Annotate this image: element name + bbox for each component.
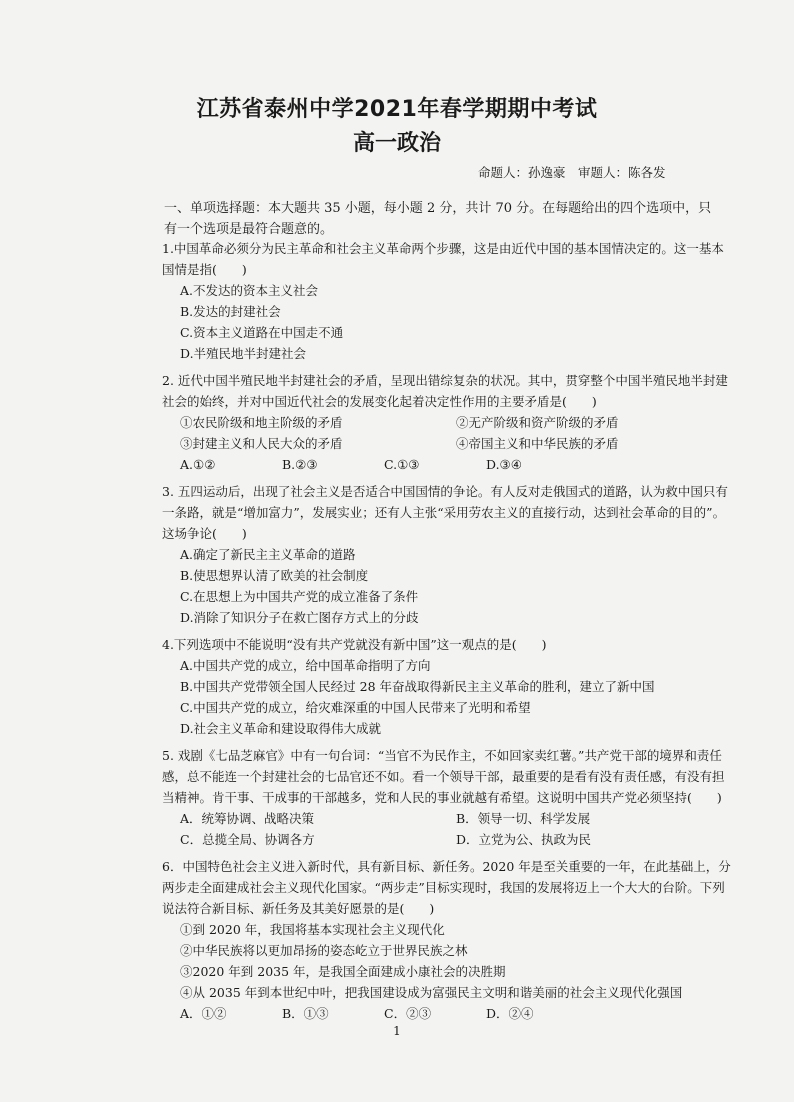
question-stem: 6．中国特色社会主义进入新时代，具有新目标、新任务。2020 年是至关重要的一年，在此基础上，分两步走全面建成社会主义现代化国家。“两步走”目标实现时，我国的发展将迈上一个大大的台阶。下列说法符合新目标、新任务及其美好愿景的是( ) <box>162 859 731 916</box>
exam-authors: 命题人：孙逸豪 审题人：陈各发 <box>478 165 666 180</box>
option-row <box>162 1003 732 1024</box>
statement-2: ②无产阶级和资产阶级的矛盾 <box>456 415 619 430</box>
exam-title: 江苏省泰州中学2021年春学期期中考试 <box>196 97 598 122</box>
option-d: D.③④ <box>486 457 522 472</box>
statement-1: ①农民阶级和地主阶级的矛盾 <box>180 415 343 430</box>
option-a: A．①② <box>180 1006 227 1021</box>
page-number: 1 <box>393 1024 401 1038</box>
option-d: D.半殖民地半封建社会 <box>180 346 307 361</box>
question-stem: 4.下列选项中不能说明“没有共产党就没有新中国”这一观点的是( ) <box>162 637 547 652</box>
question-2 <box>162 370 732 475</box>
question-stem: 1.中国革命必须分为民主革命和社会主义革命两个步骤，这是由近代中国的基本国情决定的。这一基本国情是指( ) <box>162 241 724 277</box>
option-c: C.中国共产党的成立，给灾难深重的中国人民带来了光明和希望 <box>180 700 531 715</box>
statement-4: ④帝国主义和中华民族的矛盾 <box>456 436 619 451</box>
questions-list <box>162 238 732 1030</box>
exam-subject: 高一政治 <box>352 131 441 156</box>
option-a: A.①② <box>180 457 216 472</box>
option-b: B．领导一切、科学发展 <box>456 811 591 826</box>
option-d: D．立党为公、执政为民 <box>456 832 592 847</box>
option-c: C．总揽全局、协调各方 <box>180 832 315 847</box>
option-a: A．统筹协调、战略决策 <box>180 811 315 826</box>
statement-4: ④从 2035 年到本世纪中叶，把我国建设成为富强民主文明和谐美丽的社会主义现代化强国 <box>180 985 683 1000</box>
question-3 <box>162 481 732 628</box>
option-d: D.社会主义革命和建设取得伟大成就 <box>180 721 382 736</box>
option-c: C.在思想上为中国共产党的成立准备了条件 <box>180 589 419 604</box>
option-b: B.②③ <box>282 457 318 472</box>
question-4 <box>162 634 732 739</box>
option-c: C．②③ <box>384 1006 432 1021</box>
option-c: C.①③ <box>384 457 420 472</box>
question-6 <box>162 856 732 1024</box>
option-a: A.确定了新民主主义革命的道路 <box>180 547 356 562</box>
option-row <box>162 454 732 475</box>
option-b: B.中国共产党带领全国人民经过 28 年奋战取得新民主主义革命的胜利，建立了新中国 <box>180 679 655 694</box>
option-b: B.使思想界认清了欧美的社会制度 <box>180 568 369 583</box>
option-b: B.发达的封建社会 <box>180 304 281 319</box>
option-b: B．①③ <box>282 1006 329 1021</box>
statement-2: ②中华民族将以更加昂扬的姿态屹立于世界民族之林 <box>180 943 468 958</box>
option-grid <box>162 808 732 850</box>
statement-1: ①到 2020 年，我国将基本实现社会主义现代化 <box>180 922 445 937</box>
question-stem: 3. 五四运动后，出现了社会主义是否适合中国国情的争论。有人反对走俄国式的道路，认为救中国只有一条路，就是“增加富力”，发展实业；还有人主张“采用劳农主义的直接行动，达到社会革命的目的”。这场争论( ) <box>162 484 728 541</box>
option-c: C.资本主义道路在中国走不通 <box>180 325 344 340</box>
statement-list <box>162 412 732 454</box>
question-stem: 5. 戏剧《七品芝麻官》中有一句台词：“当官不为民作主，不如回家卖红薯。”共产党干部的境界和责任感，总不能连一个封建社会的七品官还不如。看一个领导干部，最重要的是看有没有责任感，有没有担当精神。肯干事、干成事的干部越多，党和人民的事业就越有希望。这说明中国共产党必须坚持( ) <box>162 748 725 805</box>
option-a: A.中国共产党的成立，给中国革命指明了方向 <box>180 658 431 673</box>
question-5 <box>162 745 732 850</box>
statement-3: ③2020 年到 2035 年，是我国全面建成小康社会的决胜期 <box>180 964 506 979</box>
section-instructions: 一、单项选择题：本大题共 35 小题，每小题 2 分，共计 70 分。在每题给出的四个选项中，只有一个选项是最符合题意的。 <box>164 201 712 237</box>
option-d: D．②④ <box>486 1006 534 1021</box>
question-stem: 2. 近代中国半殖民地半封建社会的矛盾，呈现出错综复杂的状况。其中，贯穿整个中国半殖民地半封建社会的始终，并对中国近代社会的发展变化起着决定性作用的主要矛盾是( ) <box>162 373 728 409</box>
option-a: A.不发达的资本主义社会 <box>180 283 319 298</box>
question-1 <box>162 238 732 364</box>
option-d: D.消除了知识分子在救亡图存方式上的分歧 <box>180 610 419 625</box>
statement-3: ③封建主义和人民大众的矛盾 <box>180 436 343 451</box>
